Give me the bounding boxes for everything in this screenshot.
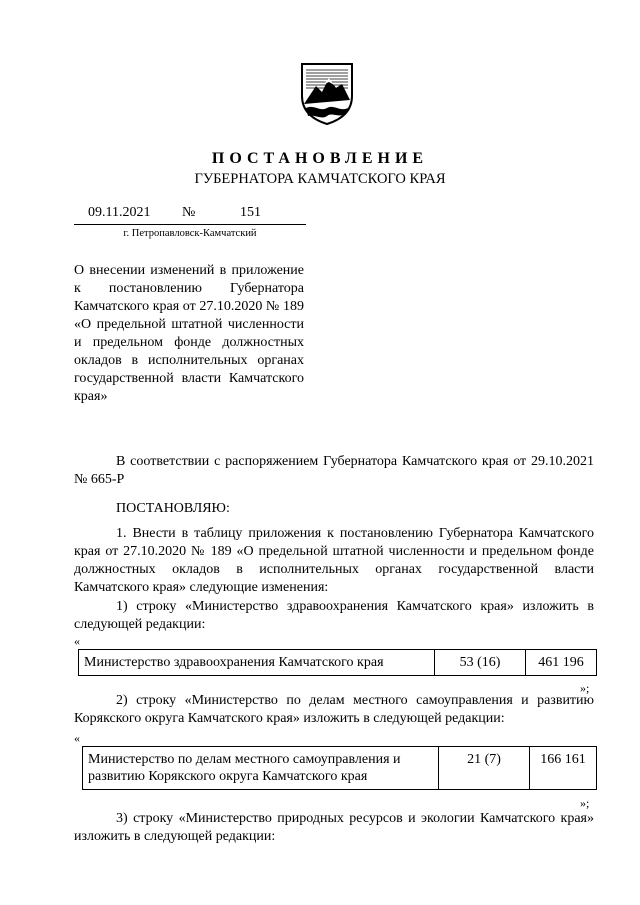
table-row — [79, 650, 597, 676]
row-staff-cell: 53 (16) — [435, 650, 526, 676]
table-row — [83, 747, 597, 790]
date-number-line — [74, 205, 306, 225]
document-city: г. Петропавловск-Камчатский — [123, 228, 257, 239]
row-table-1 — [78, 649, 597, 676]
document-date: 09.11.2021 — [88, 205, 151, 220]
quote-close-2: »; — [580, 796, 590, 810]
number-sign: № — [182, 205, 196, 220]
quote-close-1: »; — [580, 681, 590, 695]
row-name-cell: Министерство по делам местного самоуправления и развитию Корякского округа Камчатского края — [83, 747, 439, 790]
row-fund-cell: 166 161 — [530, 747, 597, 790]
document-subject: О внесении изменений в приложение к постановлению Губернатора Камчатского края от 27.10.2020 № 189 «О предельной штатной численности и предельном фонде должностных окладов в исполнительных органах государственной власти Камчатского края» — [74, 263, 304, 404]
subitem-2-paragraph: 2) строку «Министерство по делам местного самоуправления и развитию Корякского округа Камчатского края» изложить в следующей редакции: — [74, 693, 594, 726]
emblem-icon — [298, 60, 356, 126]
row-table-2 — [82, 746, 597, 790]
document-subtitle: ГУБЕРНАТОРА КАМЧАТСКОГО КРАЯ — [194, 171, 446, 187]
date-underline — [74, 224, 306, 225]
row-name-cell: Министерство здравоохранения Камчатского края — [79, 650, 435, 676]
subitem-1-paragraph: 1) строку «Министерство здравоохранения Камчатского края» изложить в следующей редакции: — [74, 599, 594, 632]
document-title: ПОСТАНОВЛЕНИЕ — [211, 150, 429, 167]
row-staff-cell: 21 (7) — [439, 747, 530, 790]
quote-open-2: « — [74, 731, 80, 745]
basis-paragraph: В соответствии с распоряжением Губернатора Камчатского края от 29.10.2021 № 665-Р — [74, 454, 594, 487]
item-1-paragraph: 1. Внести в таблицу приложения к постановлению Губернатора Камчатского края от 27.10.2020 № 189 «О предельной штатной численности и предельном фонде должностных окладов в исполнительных органах государственной власти Камчатского края» следующие изменения: — [74, 526, 594, 595]
row-fund-cell: 461 196 — [526, 650, 597, 676]
document-number: 151 — [240, 205, 261, 220]
quote-open-1: « — [74, 634, 80, 648]
resolve-paragraph: ПОСТАНОВЛЯЮ: — [116, 501, 230, 516]
subitem-3-paragraph: 3) строку «Министерство природных ресурсов и экологии Камчатского края» изложить в следующей редакции: — [74, 811, 594, 844]
